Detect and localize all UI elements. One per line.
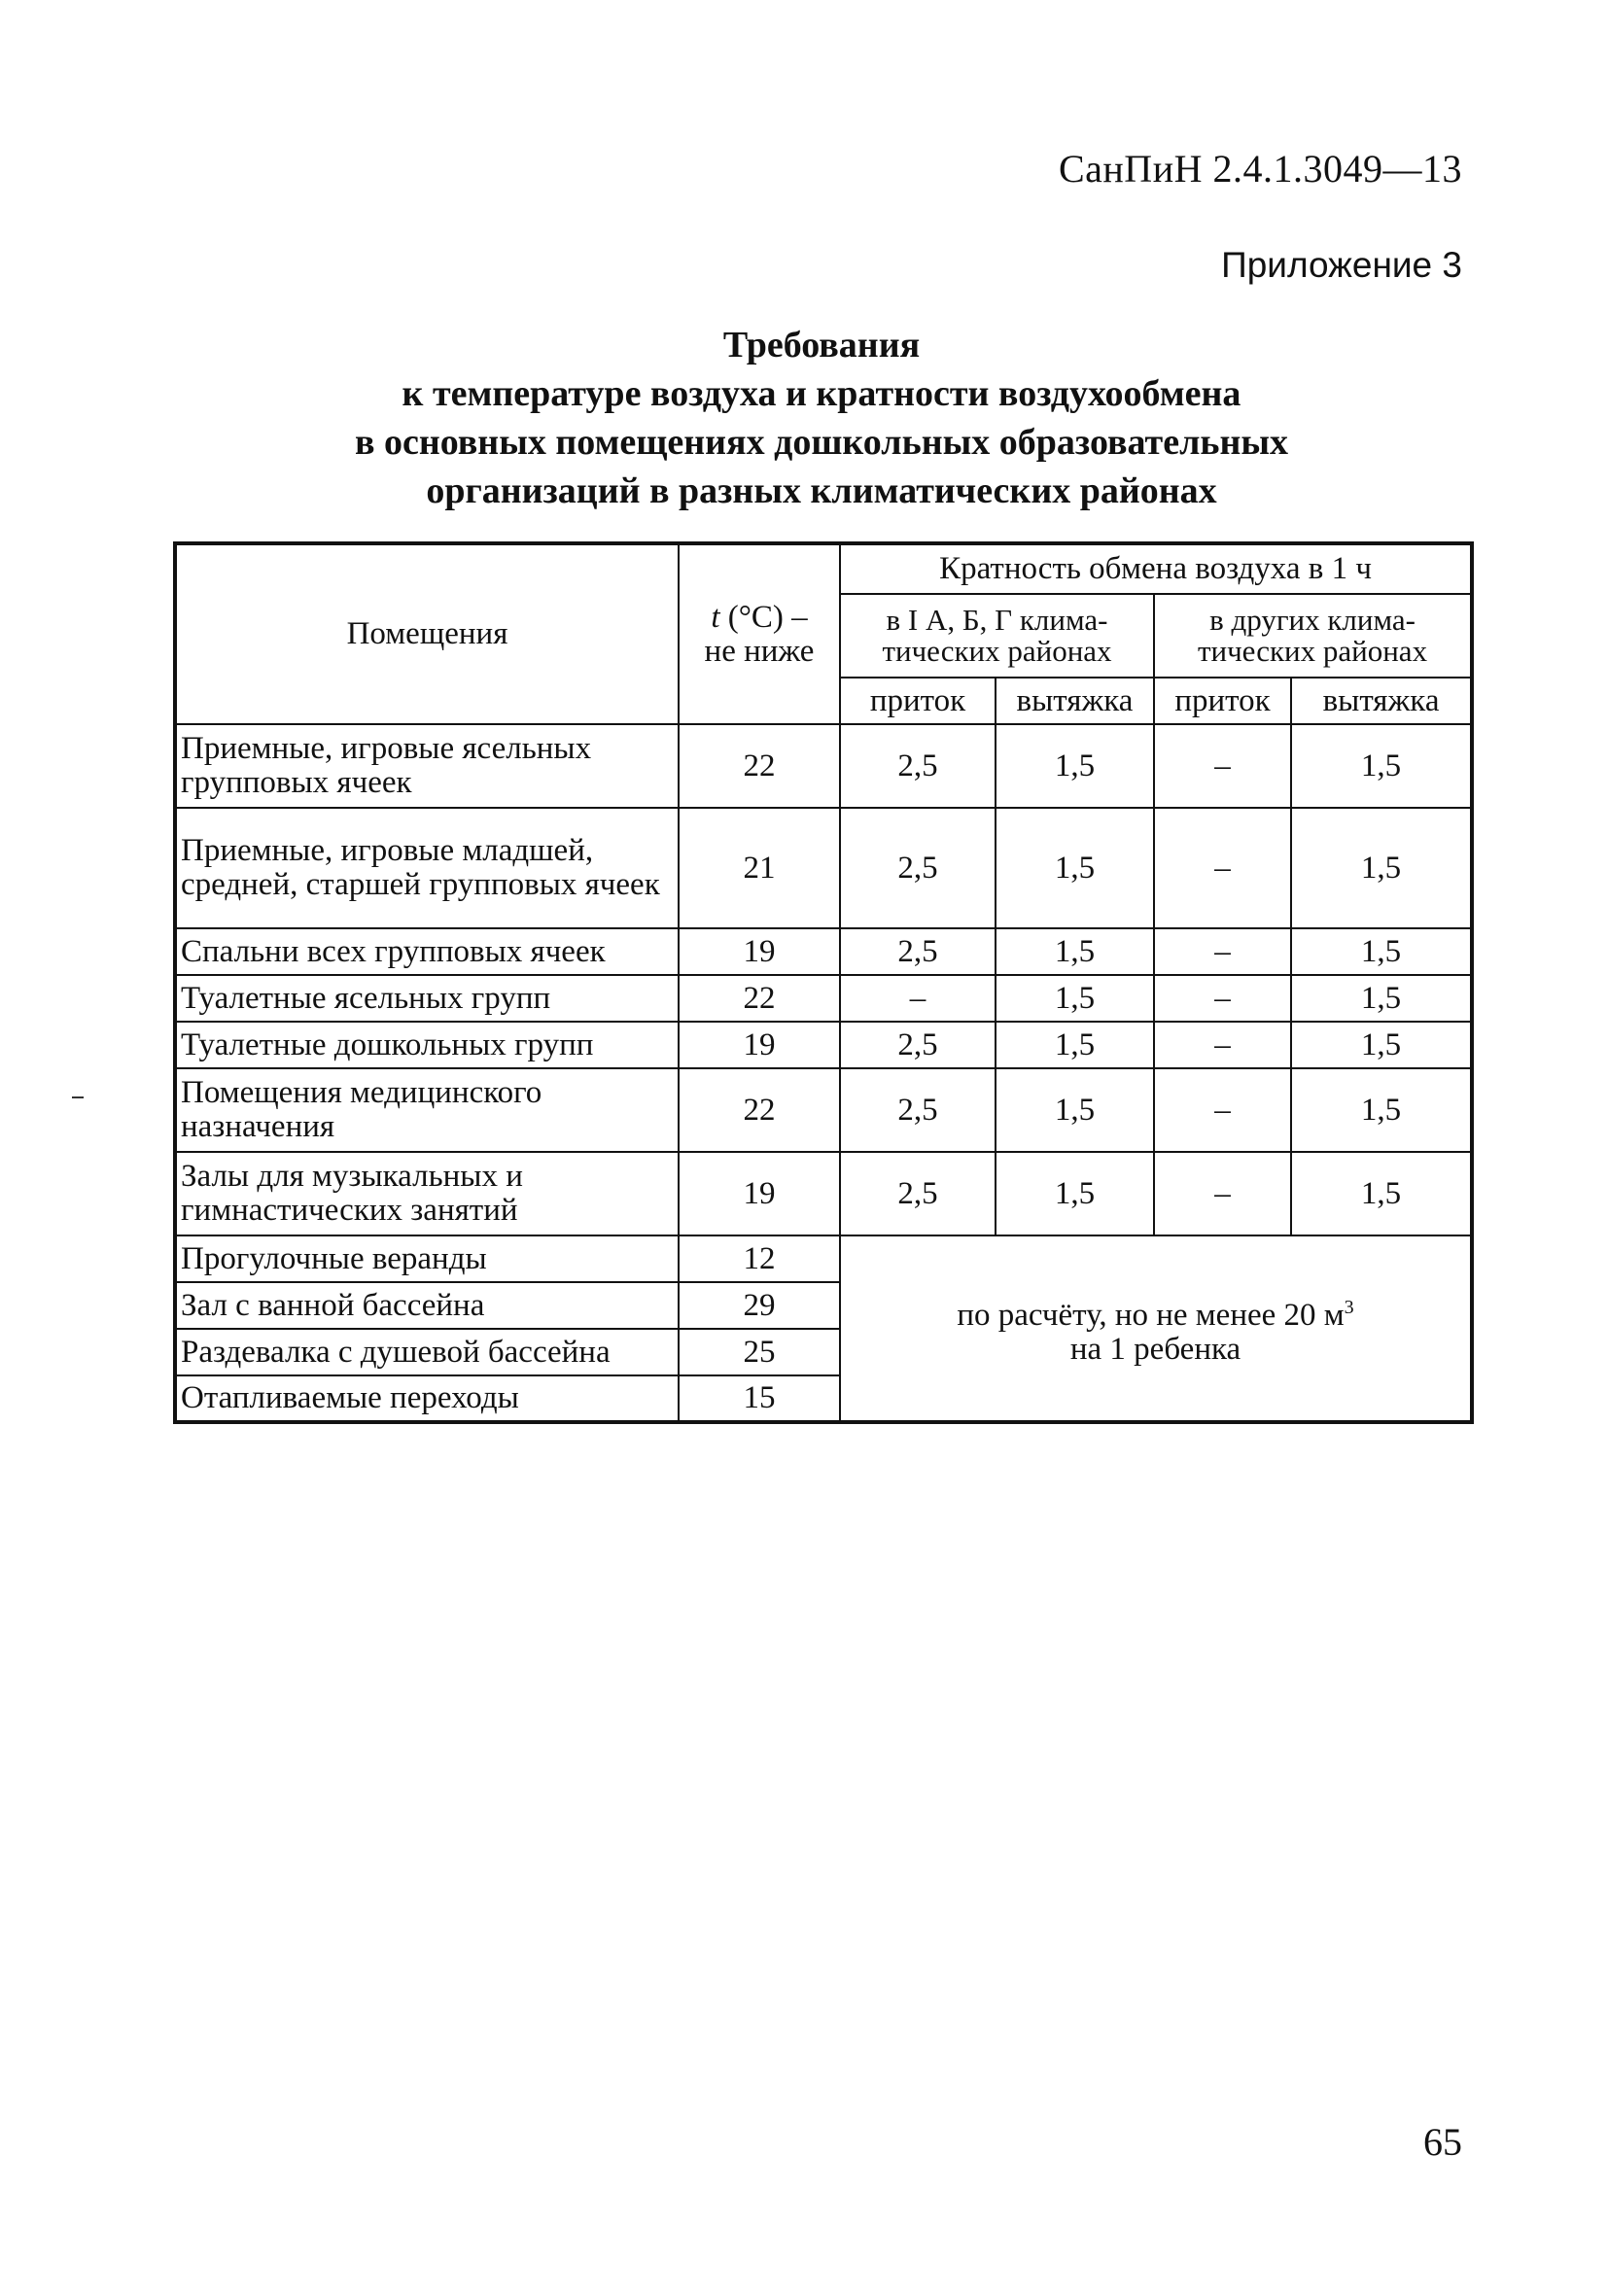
table-row (175, 1068, 1472, 1152)
region-a-line2: тических районах (882, 634, 1112, 668)
inflow-value: – (840, 975, 996, 1022)
room-name: Помещения медицинского назначения (175, 1068, 679, 1152)
header-inflow: приток (1154, 678, 1291, 724)
temperature-value: 15 (679, 1375, 840, 1422)
outflow-value: 1,5 (996, 808, 1154, 928)
temperature-value: 21 (679, 808, 840, 928)
region-other-line1: в других клима- (1209, 603, 1416, 637)
inflow-value: – (1154, 1022, 1291, 1068)
header-inflow: приток (840, 678, 996, 724)
title-line: в основных помещениях дошкольных образовательных (354, 422, 1289, 463)
document-code: СанПиН 2.4.1.3049—13 (1058, 147, 1462, 191)
temp-unit: (°С) – (719, 599, 808, 635)
inflow-value: 2,5 (840, 1068, 996, 1152)
table-row (175, 724, 1472, 808)
header-outflow: вытяжка (1291, 678, 1472, 724)
outflow-value: 1,5 (996, 1152, 1154, 1235)
inflow-value: – (1154, 1152, 1291, 1235)
title-line: Требования (722, 325, 921, 365)
outflow-value: 1,5 (1291, 808, 1472, 928)
region-a-line1: в I А, Б, Г клима- (886, 603, 1108, 637)
temp-min-label: не ниже (704, 633, 815, 669)
outflow-value: 1,5 (1291, 975, 1472, 1022)
temperature-value: 19 (679, 1022, 840, 1068)
outflow-value: 1,5 (1291, 1152, 1472, 1235)
temperature-value: 22 (679, 724, 840, 808)
room-name: Прогулочные веранды (175, 1235, 679, 1282)
inflow-value: 2,5 (840, 724, 996, 808)
inflow-value: – (1154, 724, 1291, 808)
outflow-value: 1,5 (1291, 928, 1472, 975)
temperature-value: 22 (679, 975, 840, 1022)
outflow-value: 1,5 (1291, 724, 1472, 808)
room-name: Зал с ванной бассейна (175, 1282, 679, 1329)
outflow-value: 1,5 (996, 1022, 1154, 1068)
outflow-value: 1,5 (996, 1068, 1154, 1152)
table-row (175, 975, 1472, 1022)
outflow-value: 1,5 (996, 928, 1154, 975)
inflow-value: 2,5 (840, 1152, 996, 1235)
header-region-other (1154, 594, 1472, 678)
inflow-value: 2,5 (840, 1022, 996, 1068)
table-row (175, 1152, 1472, 1235)
header-temperature (679, 543, 840, 724)
temp-symbol: t (711, 599, 720, 635)
room-name: Туалетные дошкольных групп (175, 1022, 679, 1068)
header-region-ia-b-g (840, 594, 1154, 678)
inflow-value: – (1154, 975, 1291, 1022)
page-number: 65 (1423, 2120, 1462, 2164)
header-rooms: Помещения (175, 543, 679, 724)
table-row (175, 808, 1472, 928)
inflow-value: 2,5 (840, 928, 996, 975)
margin-mark (72, 1096, 84, 1098)
temperature-value: 25 (679, 1329, 840, 1375)
table-row (175, 1235, 1472, 1282)
temperature-value: 19 (679, 1152, 840, 1235)
inflow-value: – (1154, 1068, 1291, 1152)
note-line1: по расчёту, но не менее 20 м (957, 1297, 1345, 1333)
temperature-value: 19 (679, 928, 840, 975)
header-air-exchange: Кратность обмена воздуха в 1 ч (840, 543, 1472, 594)
room-name: Отапливаемые переходы (175, 1375, 679, 1422)
temperature-value: 29 (679, 1282, 840, 1329)
appendix-label: Приложение 3 (1221, 245, 1462, 285)
title-line: к температуре воздуха и кратности воздухообмена (402, 373, 1241, 414)
requirements-table (173, 541, 1474, 1424)
temperature-value: 22 (679, 1068, 840, 1152)
note-line2: на 1 ребенка (1069, 1331, 1241, 1367)
note-superscript: 3 (1344, 1296, 1354, 1318)
table-row (175, 1022, 1472, 1068)
inflow-value: 2,5 (840, 808, 996, 928)
room-name: Приемные, игровые ясельных групповых ячеек (175, 724, 679, 808)
outflow-value: 1,5 (1291, 1068, 1472, 1152)
room-name: Туалетные ясельных групп (175, 975, 679, 1022)
calculation-note (840, 1235, 1472, 1422)
room-name: Раздевалка с душевой бассейна (175, 1329, 679, 1375)
region-other-line2: тических районах (1197, 634, 1428, 668)
room-name: Приемные, игровые младшей, средней, старшей групповых ячеек (175, 808, 679, 928)
table-row (175, 928, 1472, 975)
title-line: организаций в разных климатических районах (426, 470, 1217, 511)
inflow-value: – (1154, 928, 1291, 975)
room-name: Залы для музыкальных и гимнастических занятий (175, 1152, 679, 1235)
page-title (175, 321, 1468, 515)
inflow-value: – (1154, 808, 1291, 928)
header-outflow: вытяжка (996, 678, 1154, 724)
room-name: Спальни всех групповых ячеек (175, 928, 679, 975)
outflow-value: 1,5 (996, 975, 1154, 1022)
outflow-value: 1,5 (1291, 1022, 1472, 1068)
outflow-value: 1,5 (996, 724, 1154, 808)
temperature-value: 12 (679, 1235, 840, 1282)
